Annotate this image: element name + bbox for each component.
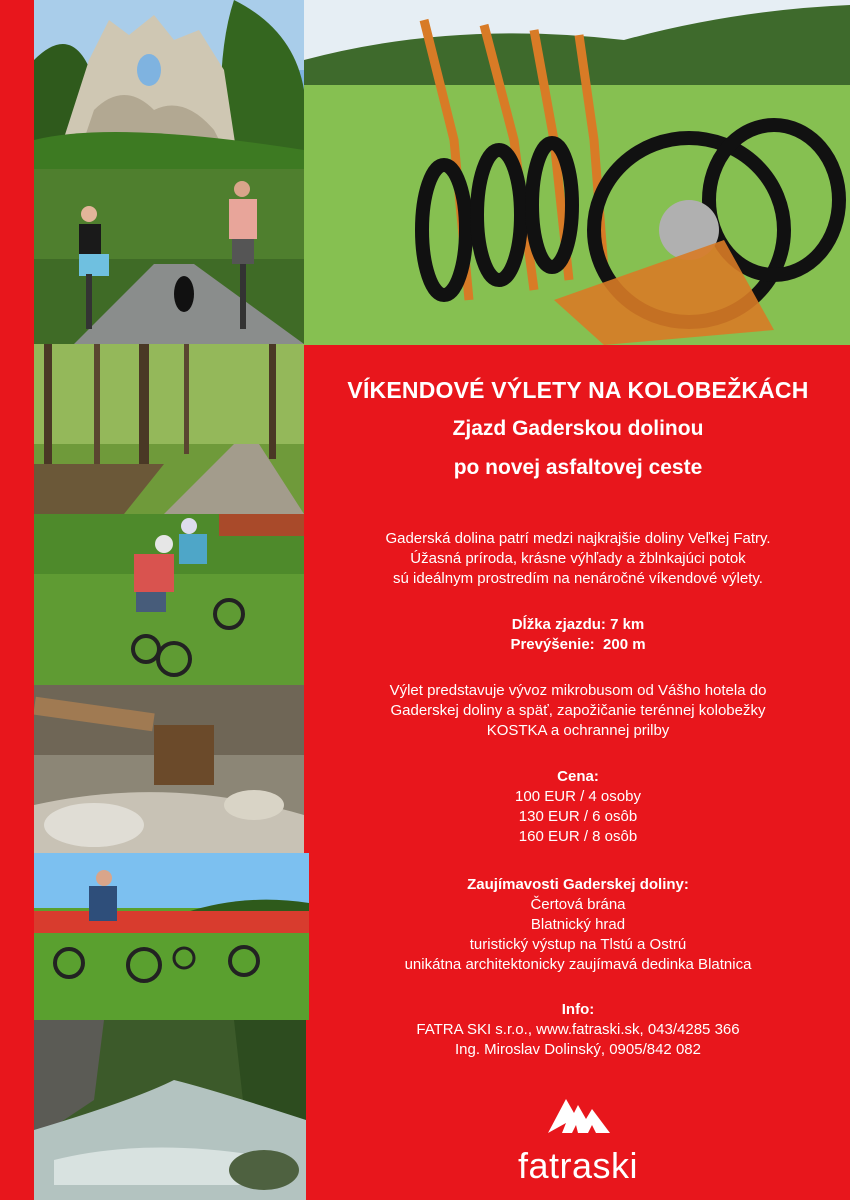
page-title: VÍKENDOVÉ VÝLETY NA KOLOBEŽKÁCH bbox=[347, 377, 809, 403]
attraction-item: turistický výstup na Tlstú a Ostrú bbox=[469, 936, 687, 953]
fatraski-logo bbox=[496, 1085, 660, 1185]
forest-road-photo bbox=[34, 344, 304, 514]
elevation-label: Prevýšenie: bbox=[510, 636, 595, 653]
info-line: FATRA SKI s.r.o., www.fatraski.sk, 043/4285 366 bbox=[416, 1021, 740, 1038]
mountain-stream-photo bbox=[34, 1020, 306, 1200]
page-subtitle-line2: po novej asfaltovej ceste bbox=[453, 456, 703, 479]
description-line: Výlet predstavuje vývoz mikrobusom od Vášho hotela do bbox=[389, 682, 767, 699]
family-riding-scooters-photo bbox=[34, 853, 309, 1020]
attraction-item: Čertová brána bbox=[530, 896, 626, 913]
attraction-item: Blatnický hrad bbox=[530, 916, 626, 933]
info-line: Ing. Miroslav Dolinský, 0905/842 082 bbox=[455, 1041, 701, 1058]
description-paragraph bbox=[306, 681, 850, 741]
price-item: 130 EUR / 6 osôb bbox=[518, 808, 638, 825]
two-riders-with-dog-photo bbox=[34, 169, 304, 344]
intro-line: Gaderská dolina patrí medzi najkrajšie doliny Veľkej Fatry. bbox=[385, 530, 771, 547]
description-line: KOSTKA a ochrannej prilby bbox=[486, 722, 670, 739]
elevation-row bbox=[306, 635, 850, 655]
logo-wordmark: fatraski bbox=[517, 1145, 639, 1186]
intro-paragraph bbox=[306, 529, 850, 589]
price-label: Cena: bbox=[557, 768, 599, 785]
attractions-label: Zaujímavosti Gaderskej doliny: bbox=[467, 876, 689, 893]
stream-with-water-wheel-photo bbox=[34, 685, 304, 853]
two-men-on-scooters-photo bbox=[34, 514, 304, 685]
intro-line: sú ideálnym prostredím na nenáročné víkendové výlety. bbox=[393, 570, 763, 587]
attraction-item: unikátna architektonicky zaujímavá dedinka Blatnica bbox=[404, 956, 752, 973]
length-label: Dĺžka zjazdu: bbox=[511, 616, 606, 633]
intro-line: Úžasná príroda, krásne výhľady a žblnkajúci potok bbox=[410, 550, 746, 567]
page-subtitle-line1: Zjazd Gaderskou dolinou bbox=[452, 417, 704, 440]
description-line: Gaderskej doliny a späť, zapožičanie terénnej kolobežky bbox=[390, 702, 766, 719]
info-panel bbox=[306, 345, 850, 1200]
length-value: 7 km bbox=[610, 616, 645, 633]
kolobezky-scooters-row-photo bbox=[304, 0, 850, 345]
length-row bbox=[306, 615, 850, 635]
info-section bbox=[306, 1000, 850, 1060]
attractions-section bbox=[306, 875, 850, 975]
rock-castle-ruin-photo bbox=[34, 0, 304, 169]
trip-stats bbox=[306, 615, 850, 655]
mountain-logo-icon bbox=[496, 1085, 660, 1145]
price-section bbox=[306, 767, 850, 847]
price-item: 160 EUR / 8 osôb bbox=[518, 828, 638, 845]
info-label: Info: bbox=[561, 1001, 595, 1018]
price-item: 100 EUR / 4 osoby bbox=[515, 788, 641, 805]
elevation-value: 200 m bbox=[603, 636, 646, 653]
